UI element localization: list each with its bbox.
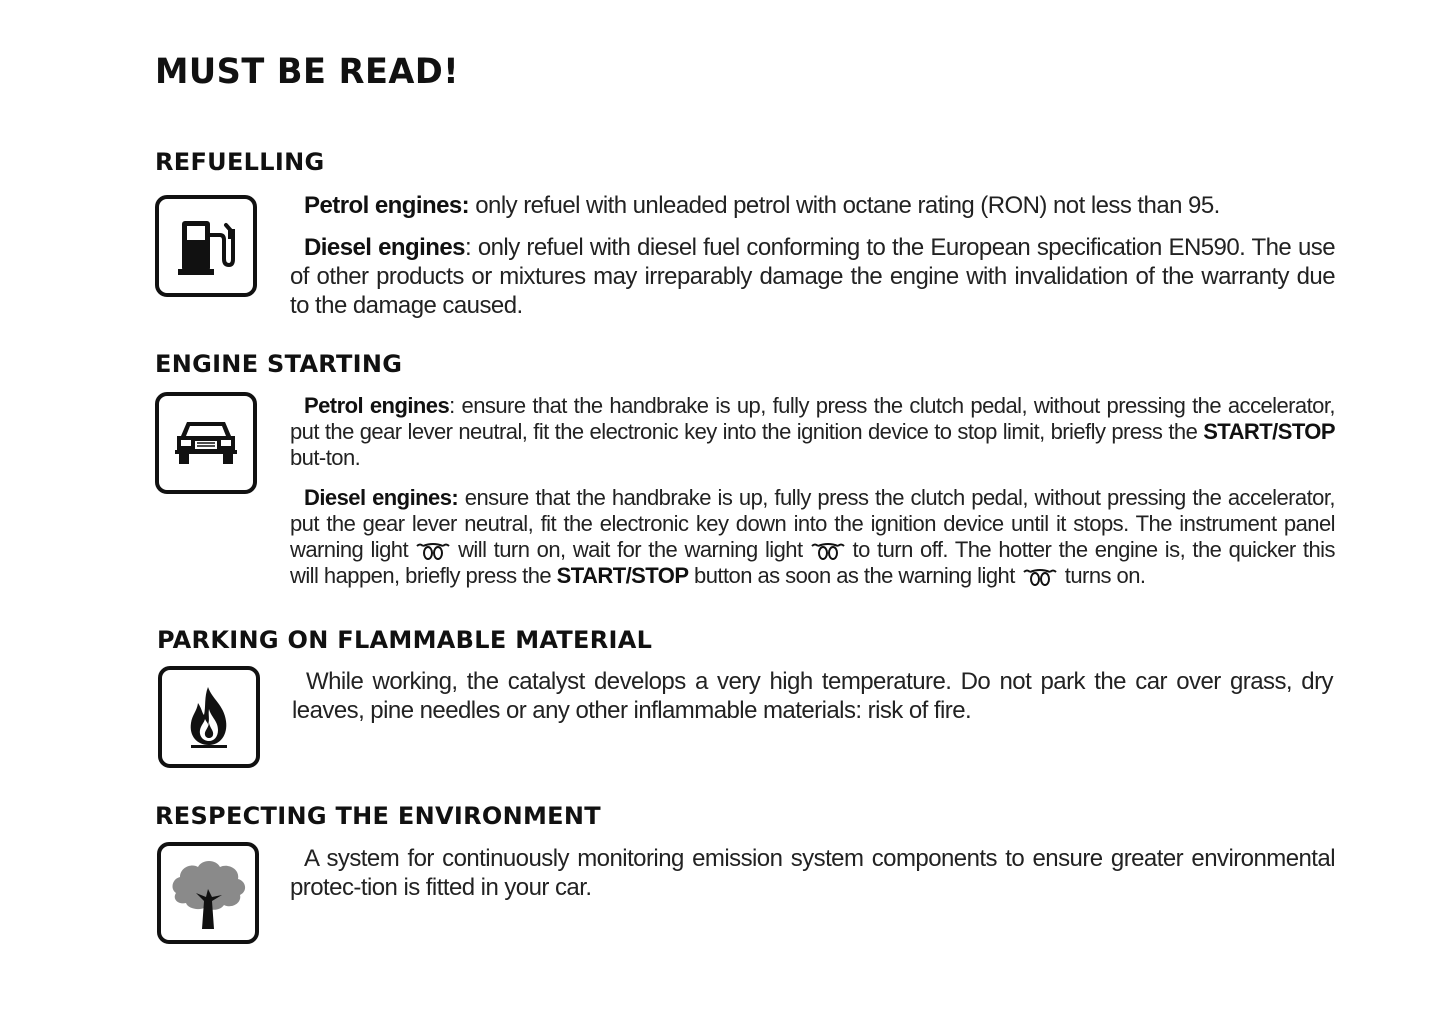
page-title: MUST BE READ! xyxy=(155,52,460,92)
engine-diesel-label: Diesel engines: xyxy=(304,485,459,510)
environment-icon-box xyxy=(157,842,259,944)
car-front-icon xyxy=(173,418,239,468)
diesel-label: Diesel engines xyxy=(304,234,465,261)
glow-plug-icon xyxy=(414,542,452,560)
engine-starting-text xyxy=(290,393,1335,589)
petrol-label: Petrol engines: xyxy=(304,192,470,219)
refuelling-icon-box xyxy=(155,195,257,297)
engine-petrol-para xyxy=(290,393,1335,471)
engine-diesel-text-a: ensure that the handbrake is up, fully press the clutch pedal, without pressing the accelerator, put the gear lever neutral, fit the electronic key down into the ignition device until it stops. The instrument panel warning light xyxy=(290,485,1335,562)
refuelling-text xyxy=(290,191,1335,320)
start-stop-label-1: START/STOP xyxy=(1203,419,1335,444)
section-title-environment: RESPECTING THE ENVIRONMENT xyxy=(155,802,601,830)
engine-petrol-label: Petrol engines xyxy=(304,393,450,418)
environment-text: A system for continuously monitoring emission system components to ensure greater environmental protec-tion is fitted in your car. xyxy=(290,845,1335,901)
parking-icon-box xyxy=(158,666,260,768)
glow-plug-icon xyxy=(1021,568,1059,586)
engine-petrol-text: : ensure that the handbrake is up, fully press the clutch pedal, without pressing the accelerator, put the gear lever neutral, fit the electronic key into the ignition device to stop limit, briefly press the xyxy=(290,393,1335,444)
engine-diesel-para xyxy=(290,485,1335,589)
engine-diesel-text-d: button as soon as the warning light xyxy=(688,563,1015,588)
refuelling-diesel-para xyxy=(290,233,1335,320)
engine-diesel-text-b: will turn on, wait for the warning light xyxy=(458,537,803,562)
engine-diesel-text-c: to turn off. The hotter the engine is, the quicker this will happen, briefly press the xyxy=(290,537,1335,588)
parking-text: While working, the catalyst develops a very high temperature. Do not park the car over grass, dry leaves, pine needles or any other inflammable materials: risk of fire. xyxy=(292,668,1333,724)
section-title-parking: PARKING ON FLAMMABLE MATERIAL xyxy=(157,626,653,654)
engine-diesel-text-e: turns on. xyxy=(1064,563,1146,588)
fuel-pump-icon xyxy=(176,213,236,279)
start-stop-label-2: START/STOP xyxy=(556,563,689,588)
section-title-refuelling: REFUELLING xyxy=(155,148,325,176)
petrol-text: only refuel with unleaded petrol with octane rating (RON) not less than 95. xyxy=(469,192,1220,219)
engine-petrol-tail: but-ton. xyxy=(290,445,361,470)
flame-icon xyxy=(184,685,234,749)
tree-icon xyxy=(168,855,248,931)
diesel-text: : only refuel with diesel fuel conforming to the European specification EN590. The use of other products or mixtures may irreparably damage the engine with invalidation of the warranty due to the damage caused. xyxy=(290,234,1336,319)
engine-starting-icon-box xyxy=(155,392,257,494)
refuelling-petrol-para xyxy=(290,191,1335,220)
glow-plug-icon xyxy=(809,542,847,560)
section-title-engine-starting: ENGINE STARTING xyxy=(155,350,403,378)
